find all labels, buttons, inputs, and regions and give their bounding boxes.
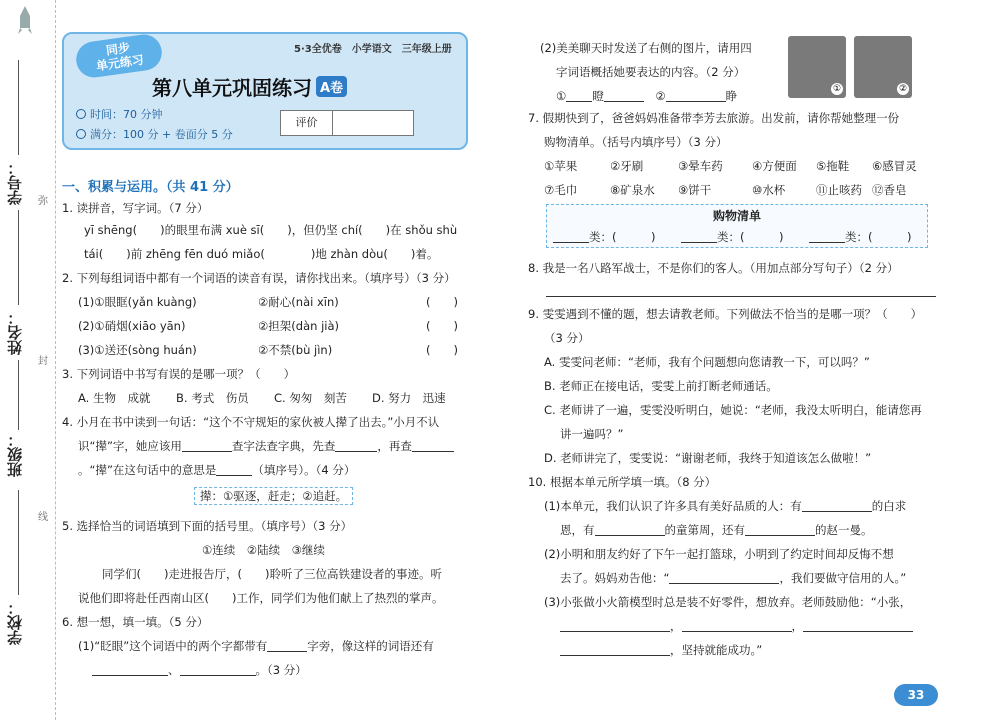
right-page: [528, 0, 940, 720]
q6-part: 睁: [725, 89, 738, 103]
q2-option: ②不禁(bù jìn): [258, 343, 333, 357]
q10-text: [560, 618, 913, 634]
answer-blank[interactable]: [216, 464, 252, 476]
evaluation-label: 评价: [281, 111, 333, 135]
class-label: 班级：: [6, 432, 24, 477]
q6-text: [92, 662, 307, 678]
sync-unit-badge: [74, 32, 164, 80]
answer-blank[interactable]: [412, 440, 454, 452]
q3-option: A. 生物 成就: [78, 391, 151, 405]
q7-item: ⑨饼干: [678, 183, 712, 197]
name-line[interactable]: [18, 210, 19, 305]
q6-text: [78, 638, 434, 654]
badge-line: 单元练习: [95, 52, 145, 74]
student-id-line[interactable]: [18, 60, 19, 155]
q9-option: C. 老师讲了一遍，雯雯没听明白，她说：“老师，我没太听明白，能请您再: [544, 403, 922, 417]
q6-stem: 6. 想一想，填一填。（5 分）: [62, 615, 209, 629]
category-text: 类：( ): [717, 230, 784, 244]
shopping-list-box: [546, 204, 928, 248]
q1-line[interactable]: yī shēng( )的眼里布满 xuè sī( )，但仍坚 chí( )在 shǒu shù: [84, 223, 458, 237]
answer-blank[interactable]: [180, 664, 256, 676]
q3-stem[interactable]: 3. 下列词语中书写有误的是哪一项？（ ）: [62, 367, 296, 381]
q2-option: (1)①眼眶(yǎn kuàng): [78, 295, 197, 309]
q6-2-text: 字词语概括她要表达的内容。（2 分）: [556, 65, 746, 79]
q5-text[interactable]: 同学们( )走进报告厅，( )聆听了三位高铁建设者的事迹。听: [102, 567, 442, 581]
q4-part: （填序号）。（4 分）: [252, 463, 356, 477]
q2-answer[interactable]: ( ): [426, 319, 458, 333]
q2-answer[interactable]: ( ): [426, 295, 458, 309]
q7-text: 7. 假期快到了，爸爸妈妈准备带李芳去旅游。出发前，请你帮她整理一份: [528, 111, 900, 125]
section-title: 一、积累与运用。（共 41 分）: [62, 180, 239, 195]
title-text: 第八单元巩固练习: [152, 76, 312, 100]
q6-part: ②: [655, 89, 666, 103]
category-field[interactable]: [681, 229, 783, 245]
q3-option: B. 考式 伤员: [176, 391, 249, 405]
page-number: 33: [894, 684, 938, 706]
q2-option: (3)①送还(sòng huán): [78, 343, 197, 357]
q2-stem: 2. 下列每组词语中都有一个词语的读音有误，请你找出来。（填序号）（3 分）: [62, 271, 456, 285]
answer-blank[interactable]: [92, 664, 168, 676]
bind-mark: 弥: [38, 196, 48, 207]
photo-number: ②: [898, 84, 908, 94]
koala-photo: [788, 36, 846, 98]
q3-option: C. 匆匆 刻苦: [274, 391, 347, 405]
q6-part: (1)“眨眼”这个词语中的两个字都带有: [78, 639, 268, 653]
q9-option: B. 老师正在接电话，雯雯上前打断老师通话。: [544, 379, 778, 393]
answer-blank[interactable]: [604, 90, 644, 102]
score-text: 满分：100 分 + 卷面分 5 分: [90, 128, 233, 141]
definition-text: 撵：①驱逐，赶走；②追赶。: [194, 487, 353, 505]
q7-item: ④方便面: [752, 159, 797, 173]
q7-text: 购物清单。（括号内填序号）（3 分）: [544, 135, 728, 149]
q2-option: ②担架(dàn jià): [258, 319, 340, 333]
answer-blank[interactable]: [669, 572, 779, 584]
q5-stem: 5. 选择恰当的词语填到下面的括号里。（填序号）（3 分）: [62, 519, 353, 533]
answer-blank[interactable]: [560, 644, 670, 656]
q7-item: ⑪止咳药: [816, 183, 862, 197]
answer-blank[interactable]: [809, 231, 845, 243]
school-label: 学校：: [6, 600, 24, 645]
q5-options: ①连续 ②陆续 ③继续: [202, 543, 325, 557]
series-label: 5·3全优卷 小学语文 三年级上册: [294, 44, 452, 55]
bind-mark: 封: [38, 356, 48, 367]
bind-mark: 线: [38, 512, 48, 523]
paper-tag: A卷: [316, 76, 347, 97]
page-title: [152, 72, 347, 101]
left-page: [62, 0, 472, 720]
q10-stem: 10. 根据本单元所学填一填。（8 分）: [528, 475, 717, 489]
q10-part: (1)本单元，我们认识了许多具有美好品质的人：有: [544, 499, 802, 513]
q8-text: 8. 我是一名八路军战士，不是你们的客人。（用加点部分写句子）（2 分）: [528, 261, 899, 275]
q4-text: [78, 438, 454, 454]
shopping-list-title: 购物清单: [712, 209, 761, 223]
answer-blank[interactable]: [745, 524, 815, 536]
answer-blank[interactable]: [595, 524, 665, 536]
q2-option: ②耐心(nài xīn): [258, 295, 339, 309]
q7-item: ②牙刷: [610, 159, 644, 173]
q7-item: ⑦毛巾: [544, 183, 578, 197]
q9-option: D. 老师讲完了，雯雯说：“谢谢老师，我终于知道该怎么做啦！”: [544, 451, 872, 465]
answer-blank[interactable]: [803, 620, 913, 632]
q9-score: （3 分）: [544, 331, 590, 345]
q6-part: 瞪: [592, 89, 604, 103]
q6-part: 。（3 分）: [255, 663, 307, 677]
q10-part: ，: [670, 619, 682, 633]
check-icon: [76, 129, 86, 139]
q4-text: [78, 462, 355, 478]
q4-text: 4. 小月在书中读到一句话：“这个不守规矩的家伙被人撵了出去。”小月不认: [62, 415, 440, 429]
time-text: 时间：70 分钟: [90, 108, 163, 121]
q10-part: ，: [791, 619, 803, 633]
q1-line[interactable]: tái( )前 zhēng fēn duó miǎo( )地 zhàn dòu( )着。: [84, 247, 439, 261]
badge-line: 同步: [105, 40, 131, 58]
q10-text: [560, 642, 762, 658]
q7-item: ⑫香皂: [872, 183, 907, 197]
q7-item: ①苹果: [544, 159, 578, 173]
q10-text: [560, 570, 906, 586]
q4-part: 。“撵”在这句话中的意思是: [78, 463, 217, 477]
q10-text: (2)小明和朋友约好了下午一起打篮球，小明到了约定时间却反悔不想: [544, 547, 894, 561]
q4-definition-box: [194, 488, 353, 504]
answer-blank[interactable]: [566, 90, 592, 102]
q1-stem: 1. 读拼音，写字词。（7 分）: [62, 201, 209, 215]
q7-item: ③晕车药: [678, 159, 723, 173]
q5-text[interactable]: 说他们即将赴任西南山区( )工作，同学们为他们献上了热烈的掌声。: [78, 591, 444, 605]
answer-blank[interactable]: [267, 640, 307, 652]
name-label: 姓名：: [6, 310, 24, 355]
q10-part: 去了。妈妈劝告他：“: [560, 571, 670, 585]
q6-part: 、: [168, 663, 180, 677]
q10-part: 恩，有: [560, 523, 595, 537]
q9-stem[interactable]: 9. 雯雯遇到不懂的题，想去请教老师。下列做法不恰当的是哪一项？（ ）: [528, 307, 923, 321]
category-text: 类：( ): [845, 230, 912, 244]
q10-text: (3)小张做小火箭模型时总是装不好零件，想放弃。老师鼓励他：“小张，: [544, 595, 912, 609]
school-line[interactable]: [18, 490, 19, 595]
category-text: 类：( ): [589, 230, 656, 244]
full-score: [76, 126, 233, 142]
q8-answer-line[interactable]: [546, 296, 936, 297]
q10-text: [560, 522, 873, 538]
q10-part: 的白求: [871, 499, 907, 513]
photo-number: ①: [832, 84, 842, 94]
q3-option: D. 努力 迅速: [372, 391, 446, 405]
category-field[interactable]: [809, 229, 911, 245]
category-field[interactable]: [553, 229, 655, 245]
q4-part: 识“撵”字，她应该用: [78, 439, 182, 453]
time-limit: [76, 106, 163, 122]
answer-blank[interactable]: [560, 620, 670, 632]
q6-2-answer: [556, 88, 737, 104]
answer-blank[interactable]: [553, 231, 589, 243]
q6-part: ①: [556, 89, 567, 103]
q10-part: 的赵一曼。: [815, 523, 873, 537]
q4-part: ，再查: [377, 439, 412, 453]
student-id-label: 学号：: [6, 160, 24, 205]
answer-blank[interactable]: [182, 440, 232, 452]
answer-blank[interactable]: [682, 620, 792, 632]
answer-blank[interactable]: [666, 90, 726, 102]
q9-option: A. 雯雯问老师：“老师，我有个问题想向您请教一下，可以吗？”: [544, 355, 870, 369]
class-line[interactable]: [18, 360, 19, 430]
q10-part: ，我们要做守信用的人。”: [779, 571, 907, 585]
header-box: [62, 32, 468, 150]
q7-item: ⑩水杯: [752, 183, 786, 197]
q7-item: ⑤拖鞋: [816, 159, 850, 173]
rocket-icon: [18, 6, 32, 36]
q10-part: 的童第周，还有: [664, 523, 745, 537]
q6-2-text: (2)美美聊天时发送了右侧的图片，请用四: [540, 41, 752, 55]
q9-option: 讲一遍吗？”: [560, 427, 624, 441]
clock-icon: [76, 109, 86, 119]
q10-text: [544, 498, 906, 514]
q10-part: ，坚持就能成功。”: [670, 643, 763, 657]
q2-option: (2)①硝烟(xiāo yān): [78, 319, 186, 333]
q7-item: ⑧矿泉水: [610, 183, 655, 197]
cat-photo: [854, 36, 912, 98]
answer-blank[interactable]: [335, 440, 377, 452]
q2-answer[interactable]: ( ): [426, 343, 458, 357]
q4-part: 查字法查字典，先查: [231, 439, 336, 453]
binding-margin: [0, 0, 56, 720]
answer-blank[interactable]: [802, 500, 872, 512]
q6-part: 字旁，像这样的词语还有: [307, 639, 434, 653]
q7-item: ⑥感冒灵: [872, 159, 917, 173]
evaluation-box[interactable]: [280, 110, 414, 136]
answer-blank[interactable]: [681, 231, 717, 243]
